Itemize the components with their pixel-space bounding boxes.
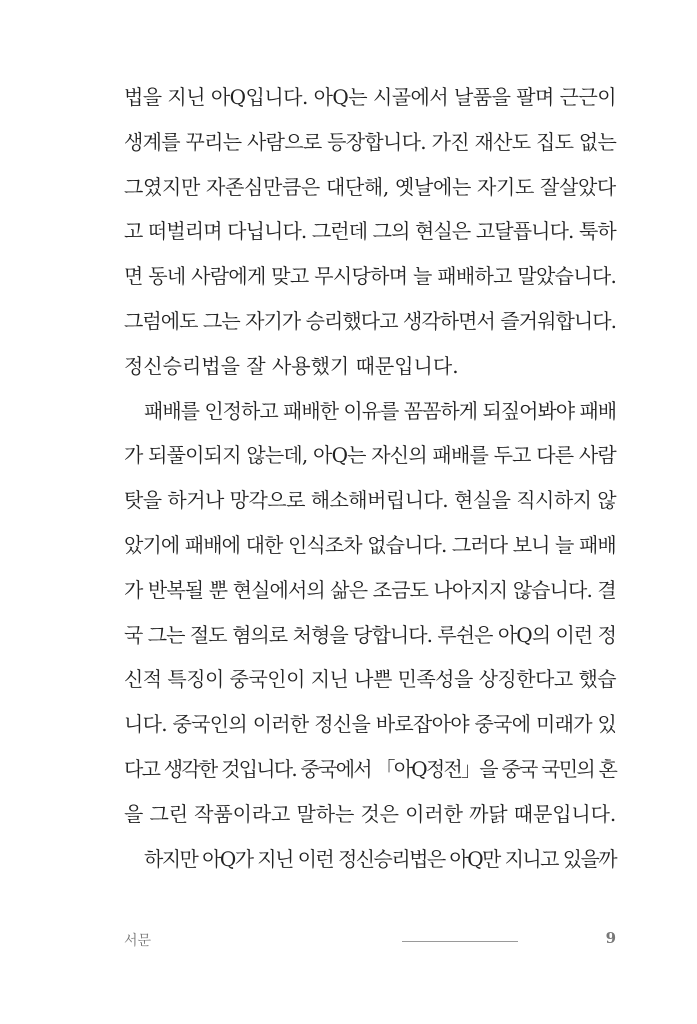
text-line: 그럼에도 그는 자기가 승리했다고 생각하면서 즐거워합니다. [124,308,617,333]
footer-divider [402,941,518,942]
page-footer [124,928,616,952]
text-line: 을 그린 작품이라고 말하는 것은 이러한 까닭 때문입니다. [124,801,617,826]
text-line: 신적 특징이 중국인이 지닌 나쁜 민족성을 상징한다고 했습 [124,667,617,692]
text-line: 고 떠벌리며 다닙니다. 그런데 그의 현실은 고달픕니다. 툭하 [124,219,616,244]
page-number: 9 [605,929,616,947]
text-line-paragraph-start: 패배를 인정하고 패배한 이유를 꼼꼼하게 되짚어봐야 패배 [144,398,617,423]
text-line: 국 그는 절도 혐의로 처형을 당합니다. 루쉰은 아Q의 이런 정 [124,622,617,647]
text-line: 정신승리법을 잘 사용했기 때문입니다. [124,353,459,378]
text-line: 탓을 하거나 망각으로 해소해버립니다. 현실을 직시하지 않 [124,488,617,513]
body-text [124,79,616,885]
text-line: 생계를 꾸리는 사람으로 등장합니다. 가진 재산도 집도 없는 [124,129,617,154]
text-line: 다고 생각한 것입니다. 중국에서 「아Q정전」을 중국 국민의 혼 [124,756,617,781]
text-line: 가 되풀이되지 않는데, 아Q는 자신의 패배를 두고 다른 사람 [124,443,616,468]
text-line: 가 반복될 뿐 현실에서의 삶은 조금도 나아지지 않습니다. 결 [124,577,616,602]
text-line-paragraph-start: 하지만 아Q가 지닌 이런 정신승리법은 아Q만 지니고 있을까 [144,846,617,871]
text-line: 니다. 중국인의 이러한 정신을 바로잡아야 중국에 미래가 있 [124,712,617,737]
text-line: 법을 지닌 아Q입니다. 아Q는 시골에서 날품을 팔며 근근이 [124,85,617,109]
footer-section-title: 서문 [124,933,152,949]
text-line: 면 동네 사람에게 맞고 무시당하며 늘 패배하고 말았습니다. [124,264,617,289]
text-line: 았기에 패배에 대한 인식조차 없습니다. 그러다 보니 늘 패배 [124,532,616,557]
text-line: 그였지만 자존심만큼은 대단해, 옛날에는 자기도 잘살았다 [124,174,616,199]
